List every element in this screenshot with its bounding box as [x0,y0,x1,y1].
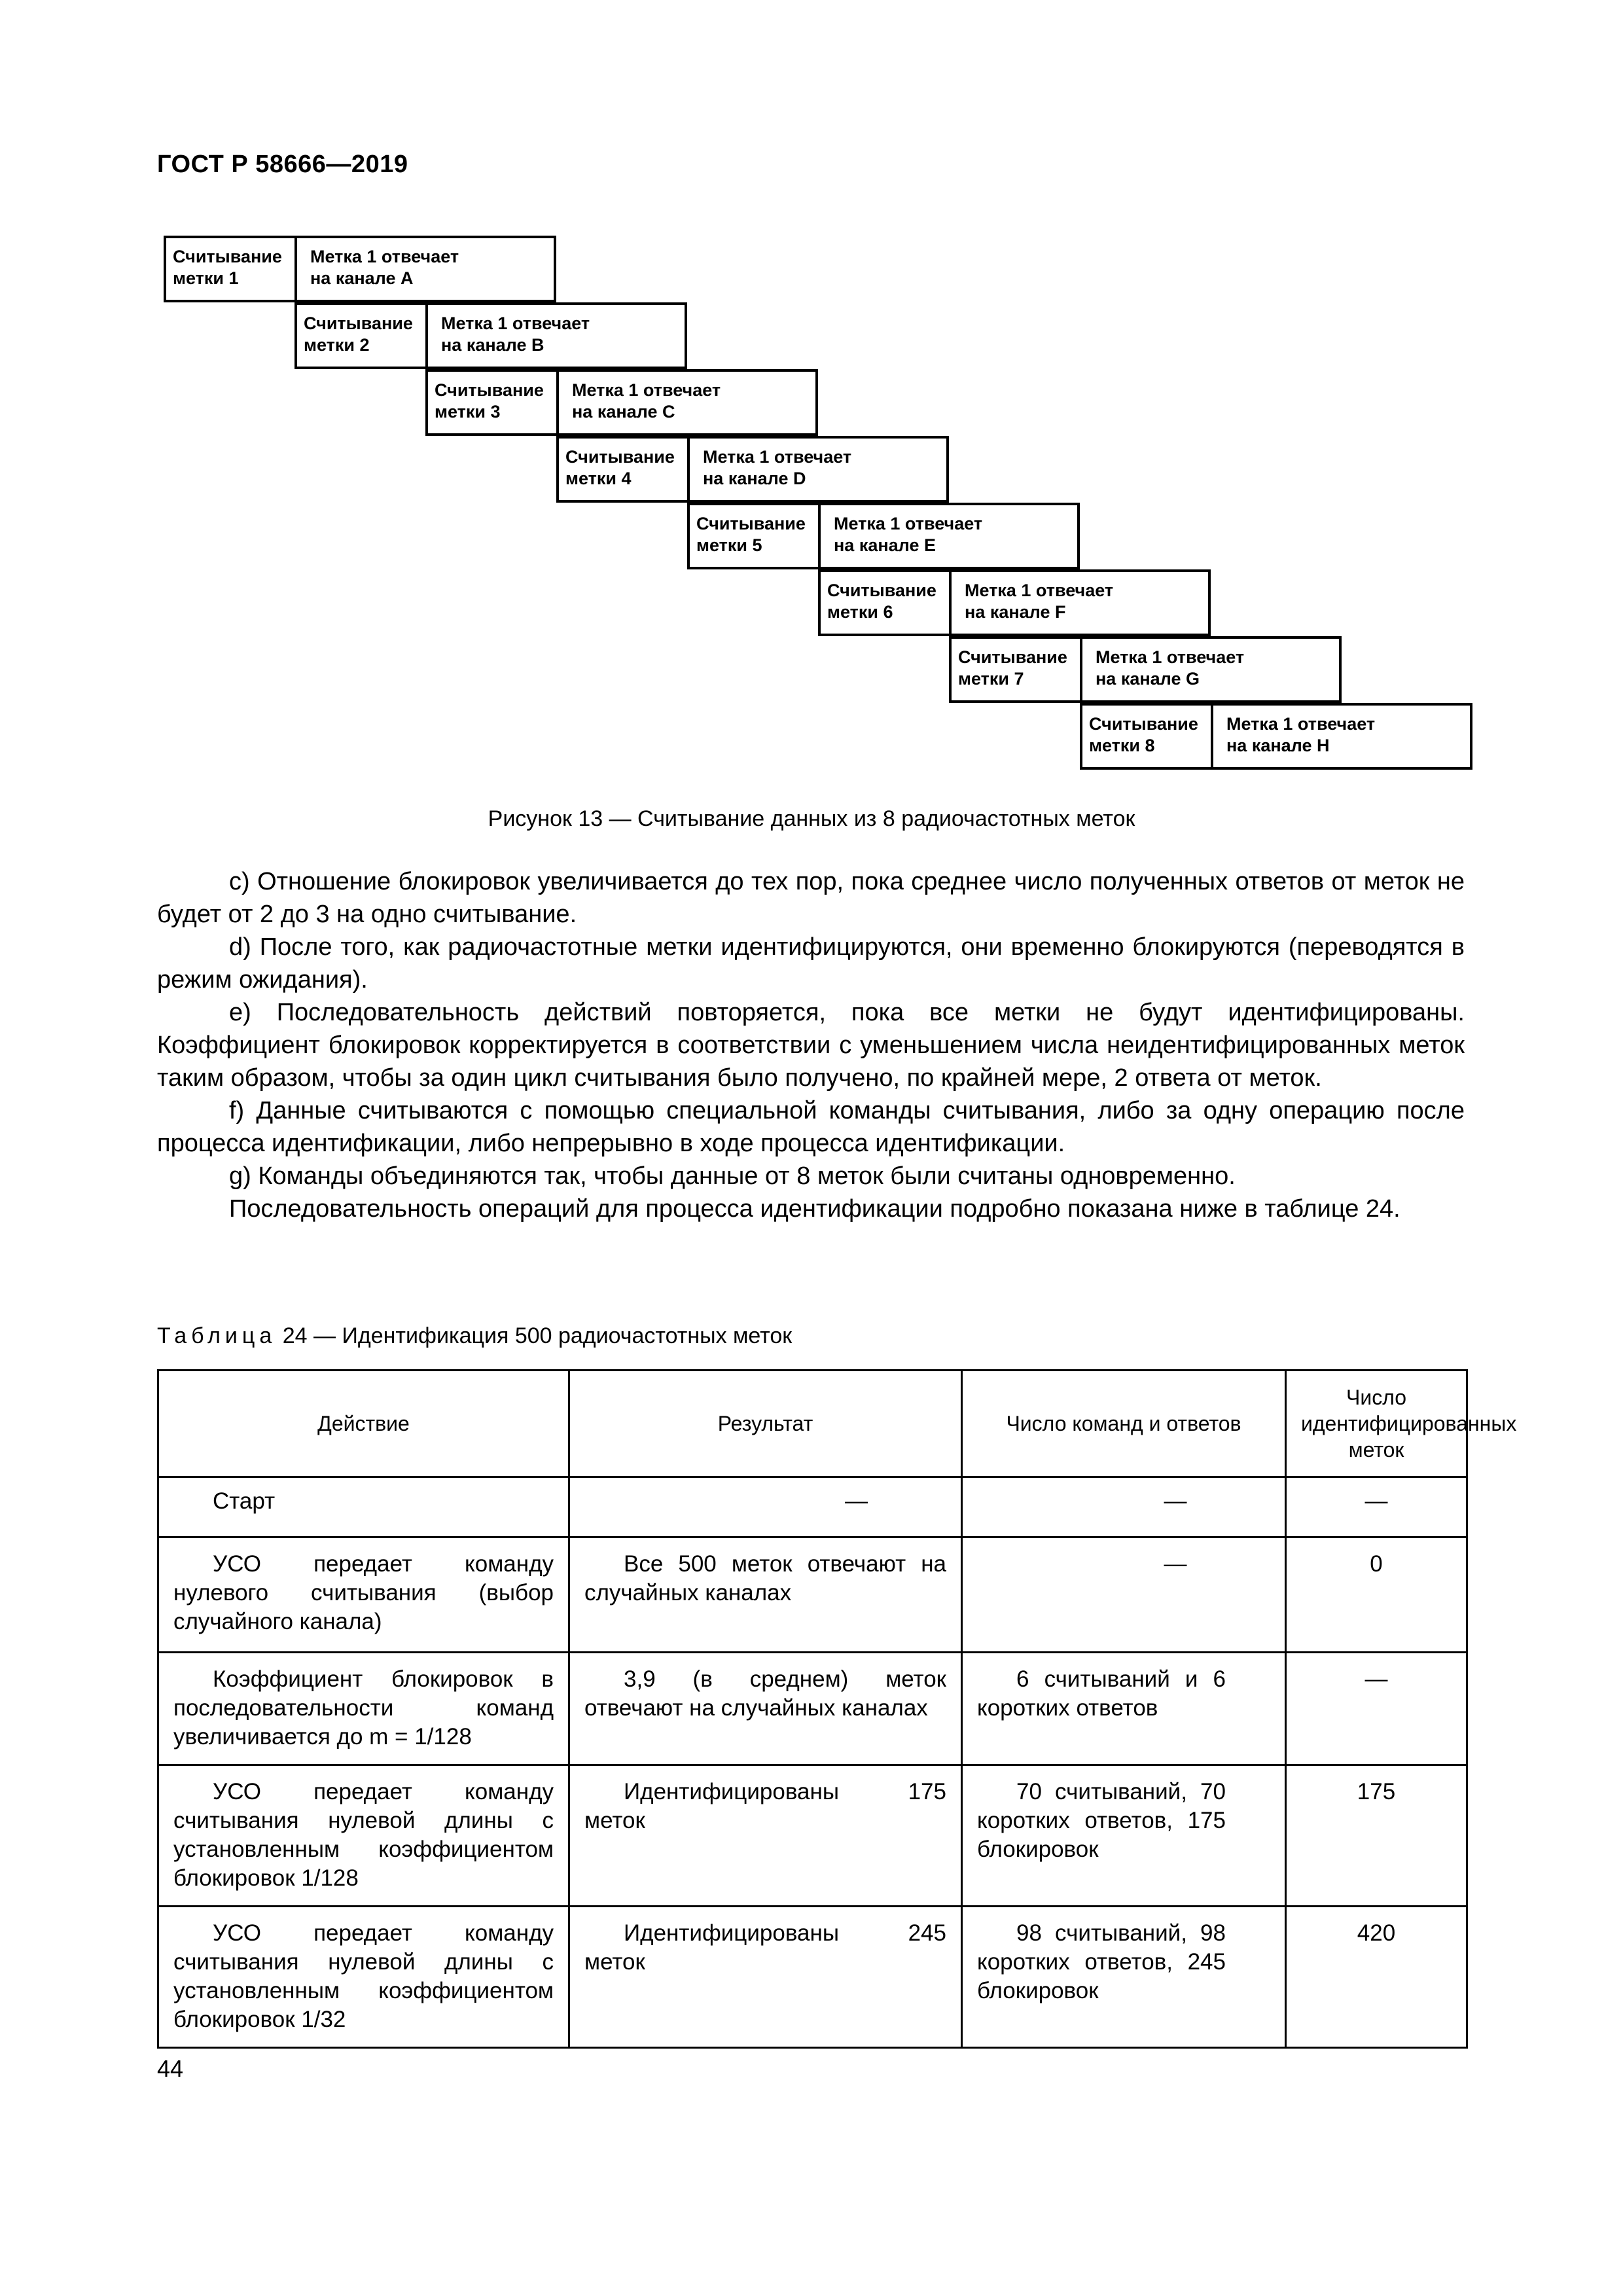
identified-cell: 420 [1286,1907,1467,2048]
paragraph-d: d) После того, как радиочастотные метки идентифицируются, они временно блокируются (переводятся в режим ожидания). [157,933,1465,994]
identified-cell: — [1286,1477,1467,1537]
figure-caption: Рисунок 13 — Считывание данных из 8 радиочастотных меток [488,806,1135,831]
result-cell: Идентифицированы 175 меток [569,1765,962,1907]
commands-cell: — [962,1537,1286,1653]
commands-cell: — [962,1477,1286,1537]
table-row [158,1907,1467,2048]
action-cell: УСО передает команду считывания нулевой длины с установленным коэффициентом блокировок 1/128 [158,1765,569,1907]
commands-cell: 70 считываний, 70 коротких ответов, 175 блокировок [962,1765,1286,1907]
read-cell: Считывание метки 3 [428,372,559,433]
header-identified: Число идентифицированных меток [1286,1371,1467,1477]
reply-cell: Метка 1 отвечает на канале Е [834,514,983,555]
table-row [158,1765,1467,1907]
read-cell: Считывание метки 7 [952,639,1082,700]
action-cell: УСО передает команду нулевого считывания (выбор случайного канала) [158,1537,569,1653]
figure-step-1 [164,236,556,302]
read-cell: Считывание метки 4 [559,439,690,500]
header-commands: Число команд и ответов [962,1371,1286,1477]
identified-cell: — [1286,1653,1467,1765]
figure-step-7 [949,636,1342,703]
read-cell: Считывание метки 2 [297,305,428,367]
commands-cell: 98 считываний, 98 коротких ответов, 245 блокировок [962,1907,1286,2048]
result-cell: — [569,1477,962,1537]
header-result: Результат [569,1371,962,1477]
read-cell: Считывание метки 5 [690,505,821,567]
table-row [158,1537,1467,1653]
table-row [158,1653,1467,1765]
figure-step-3 [425,369,818,436]
action-cell: УСО передает команду считывания нулевой длины с установленным коэффициентом блокировок 1/32 [158,1907,569,2048]
header-action: Действие [158,1371,569,1477]
table-header-row [158,1371,1467,1477]
action-cell: Коэффициент блокировок в последовательности команд увеличивается до m = 1/128 [158,1653,569,1765]
figure-step-4 [556,436,949,503]
paragraph-g: g) Команды объединяются так, чтобы данные от 8 меток были считаны одновременно. [229,1162,1236,1190]
read-cell: Считывание метки 1 [166,238,297,300]
reply-cell: Метка 1 отвечает на канале А [310,247,459,288]
figure-step-5 [687,503,1080,569]
figure-step-6 [818,569,1211,636]
read-cell: Считывание метки 6 [821,572,952,634]
reply-cell: Метка 1 отвечает на канале D [703,447,852,488]
paragraph-f: f) Данные считываются с помощью специальной команды считывания, либо за одну операцию после процесса идентификации, либо непрерывно в ходе процесса идентификации. [157,1097,1465,1157]
page-number: 44 [157,2055,184,2082]
table-caption-text: 24 — Идентификация 500 радиочастотных меток [276,1323,793,1348]
body-text [157,865,1465,1225]
identified-cell: 0 [1286,1537,1467,1653]
reply-cell: Метка 1 отвечает на канале Н [1226,714,1376,755]
reply-cell: Метка 1 отвечает на канале G [1096,647,1245,689]
paragraph-c: с) Отношение блокировок увеличивается до тех пор, пока среднее число полученных ответов от меток не будет от 2 до 3 на одно считывание. [157,868,1465,928]
reply-cell: Метка 1 отвечает на канале С [572,380,721,422]
identified-cell: 175 [1286,1765,1467,1907]
result-cell: Идентифицированы 245 меток [569,1907,962,2048]
result-cell: 3,9 (в среднем) меток отвечают на случайных каналах [569,1653,962,1765]
table-caption-label: Таблица [157,1323,277,1348]
paragraph-e: е) Последовательность действий повторяется, пока все метки не будут идентифицированы. Коэффициент блокировок корректируется в соответствии с уменьшением числа неидентифицированных меток таким образом, чтобы за один цикл считывания было получено, по крайней мере, 2 ответа от меток. [157,999,1465,1092]
figure-step-2 [294,302,687,369]
action-cell: Старт [158,1477,569,1537]
identification-table [157,1369,1517,2049]
figure-step-8 [1080,703,1472,770]
table-row [158,1477,1467,1537]
reply-cell: Метка 1 отвечает на канале В [441,314,590,355]
document-code: ГОСТ Р 58666—2019 [157,151,408,178]
reply-cell: Метка 1 отвечает на канале F [965,581,1114,622]
table-caption [157,1323,792,1349]
commands-cell: 6 считываний и 6 коротких ответов [962,1653,1286,1765]
paragraph-summary: Последовательность операций для процесса идентификации подробно показана ниже в таблице 24. [229,1195,1400,1223]
read-cell: Считывание метки 8 [1082,706,1213,767]
result-cell: Все 500 меток отвечают на случайных каналах [569,1537,962,1653]
